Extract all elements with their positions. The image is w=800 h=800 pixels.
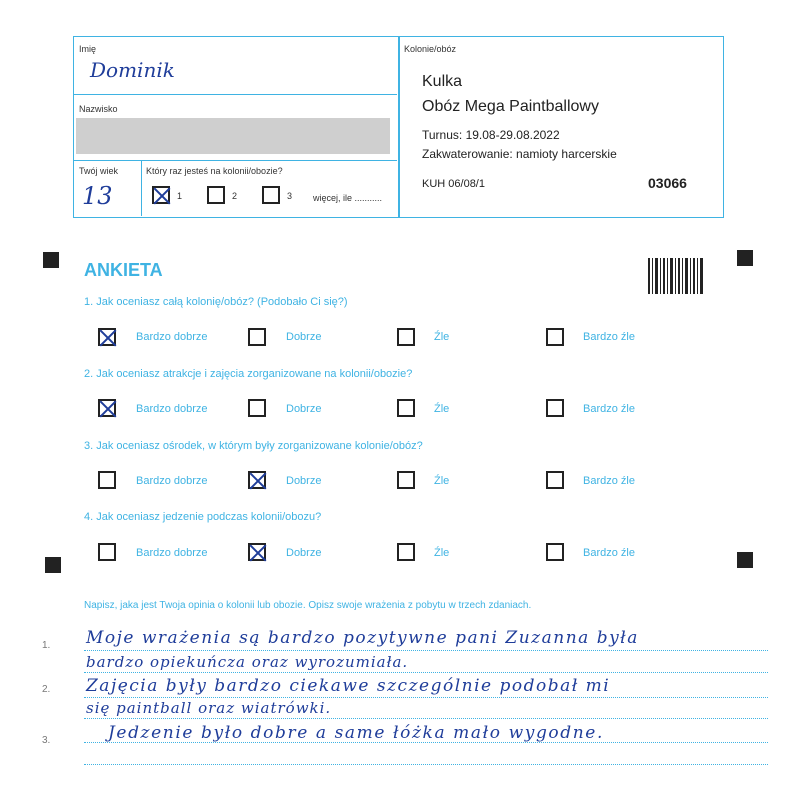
- camp-code: KUH 06/08/1: [422, 178, 485, 190]
- name-label: Imię: [79, 44, 97, 54]
- age-value[interactable]: 13: [82, 182, 113, 210]
- q4-option-bardzo-dobrze-label: Bardzo dobrze: [136, 547, 208, 559]
- camp-name: Kulka: [422, 73, 463, 90]
- times-checkbox-3[interactable]: [262, 186, 280, 204]
- surname-redacted: [76, 118, 390, 154]
- registration-marker-tl: [43, 252, 59, 268]
- q2-option-bardzo-dobrze-label: Bardzo dobrze: [136, 403, 208, 415]
- barcode: [648, 258, 704, 294]
- registration-marker-mr: [737, 552, 753, 568]
- line-number-2: 2.: [42, 684, 51, 695]
- times-option-2: 2: [232, 191, 238, 201]
- q4-option-dobrze-checkbox[interactable]: [248, 543, 266, 561]
- q1-option-dobrze-checkbox[interactable]: [248, 328, 266, 346]
- q1-option-zle-checkbox[interactable]: [397, 328, 415, 346]
- camp-number: 03066: [648, 175, 687, 191]
- q1-option-bardzo-zle-label: Bardzo źle: [583, 331, 635, 343]
- q3-option-bardzo-zle-label: Bardzo źle: [583, 475, 635, 487]
- q3-option-dobrze-checkbox[interactable]: [248, 471, 266, 489]
- times-more-field[interactable]: więcej, ile ...........: [313, 193, 383, 203]
- q3-option-bardzo-zle-checkbox[interactable]: [546, 471, 564, 489]
- q4-option-bardzo-dobrze-checkbox[interactable]: [98, 543, 116, 561]
- q3-option-zle-checkbox[interactable]: [397, 471, 415, 489]
- writing-line-3: [84, 697, 768, 698]
- answer-line-3[interactable]: Zajęcia były bardzo ciekawe szczególnie podobał mi: [86, 676, 611, 696]
- writing-line-4: [84, 718, 768, 719]
- q2-option-bardzo-zle-checkbox[interactable]: [546, 399, 564, 417]
- registration-marker-ml: [45, 557, 61, 573]
- age-divider: [141, 160, 142, 216]
- q1-option-bardzo-dobrze-label: Bardzo dobrze: [136, 331, 208, 343]
- camp-housing: Zakwaterowanie: namioty harcerskie: [422, 147, 617, 161]
- line-number-3: 3.: [42, 735, 51, 746]
- times-option-1: 1: [177, 191, 183, 201]
- q2-option-bardzo-zle-label: Bardzo źle: [583, 403, 635, 415]
- opinion-prompt: Napisz, jaka jest Twoja opinia o kolonii lub obozie. Opisz swoje wrażenia z pobytu w trzech zdaniach.: [84, 600, 532, 611]
- writing-line-6: [84, 764, 768, 765]
- q3-option-dobrze-label: Dobrze: [286, 475, 322, 487]
- times-checkbox-2[interactable]: [207, 186, 225, 204]
- survey-title: ANKIETA: [84, 260, 163, 280]
- times-checkbox-1[interactable]: [152, 186, 170, 204]
- q2-option-zle-label: Źle: [434, 403, 450, 415]
- name-value[interactable]: Dominik: [90, 58, 175, 82]
- writing-line-1: [84, 650, 768, 651]
- q2-option-zle-checkbox[interactable]: [397, 399, 415, 417]
- q1-option-bardzo-zle-checkbox[interactable]: [546, 328, 564, 346]
- q1-option-zle-label: Źle: [434, 331, 450, 343]
- registration-marker-tr: [737, 250, 753, 266]
- times-label: Który raz jesteś na kolonii/obozie?: [146, 166, 283, 176]
- q4-option-dobrze-label: Dobrze: [286, 547, 322, 559]
- q2-option-dobrze-label: Dobrze: [286, 403, 322, 415]
- q4-option-bardzo-zle-checkbox[interactable]: [546, 543, 564, 561]
- question-3: 3. Jak oceniasz ośrodek, w którym były zorganizowane kolonie/obóz?: [84, 440, 423, 452]
- answer-line-4[interactable]: się paintball oraz wiatrówki.: [86, 699, 332, 717]
- line-number-1: 1.: [42, 640, 51, 651]
- camp-title: Obóz Mega Paintballowy: [422, 98, 599, 115]
- writing-line-2: [84, 672, 768, 673]
- q3-option-bardzo-dobrze-label: Bardzo dobrze: [136, 475, 208, 487]
- answer-line-1[interactable]: Moje wrażenia są bardzo pozytywne pani Zuzanna była: [86, 628, 639, 648]
- q1-option-bardzo-dobrze-checkbox[interactable]: [98, 328, 116, 346]
- question-1: 1. Jak oceniasz całą kolonię/obóz? (Podobało Ci się?): [84, 296, 348, 308]
- q3-option-zle-label: Źle: [434, 475, 450, 487]
- answer-line-2[interactable]: bardzo opiekuńcza oraz wyrozumiała.: [86, 653, 409, 671]
- q4-option-zle-label: Źle: [434, 547, 450, 559]
- q3-option-bardzo-dobrze-checkbox[interactable]: [98, 471, 116, 489]
- question-4: 4. Jak oceniasz jedzenie podczas kolonii/obozu?: [84, 511, 322, 523]
- q2-option-dobrze-checkbox[interactable]: [248, 399, 266, 417]
- camp-label: Kolonie/obóz: [404, 44, 457, 54]
- surname-section-bottom: [73, 160, 397, 161]
- q4-option-zle-checkbox[interactable]: [397, 543, 415, 561]
- q1-option-dobrze-label: Dobrze: [286, 331, 322, 343]
- q2-option-bardzo-dobrze-checkbox[interactable]: [98, 399, 116, 417]
- surname-label: Nazwisko: [79, 104, 118, 114]
- times-option-3: 3: [287, 191, 293, 201]
- age-label: Twój wiek: [79, 166, 119, 176]
- question-2: 2. Jak oceniasz atrakcje i zajęcia zorganizowane na kolonii/obozie?: [84, 368, 413, 380]
- answer-line-5[interactable]: Jedzenie było dobre a same łóżka mało wygodne.: [108, 723, 604, 743]
- camp-turnus: Turnus: 19.08-29.08.2022: [422, 128, 560, 142]
- q4-option-bardzo-zle-label: Bardzo źle: [583, 547, 635, 559]
